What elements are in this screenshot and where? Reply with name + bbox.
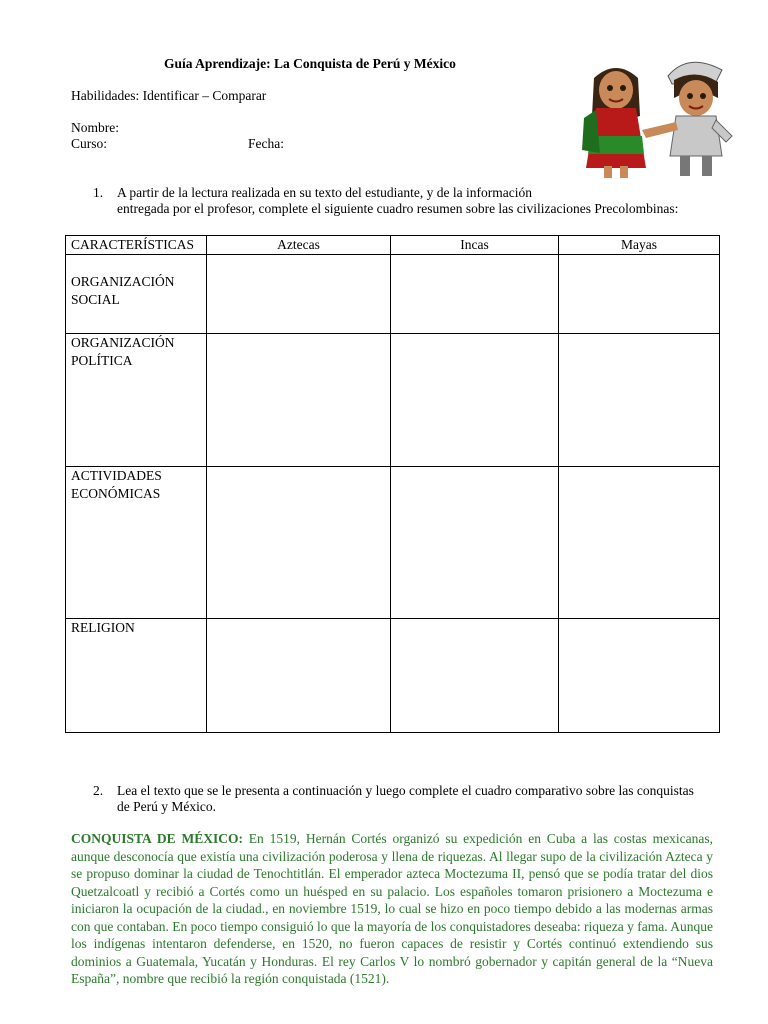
header-incas: Incas bbox=[391, 236, 559, 255]
row-label-line: ECONÓMICAS bbox=[71, 486, 161, 501]
row-label-social bbox=[66, 255, 207, 334]
row-label-line: ORGANIZACIÓN bbox=[71, 274, 175, 289]
reading-passage bbox=[71, 830, 713, 988]
instruction-1-line2: entregada por el profesor, complete el siguiente cuadro resumen sobre las civilizaciones Precolombinas: bbox=[117, 201, 679, 216]
instruction-2 bbox=[93, 783, 713, 815]
answer-cell[interactable] bbox=[207, 334, 391, 467]
instruction-1 bbox=[93, 185, 713, 217]
row-label-religion bbox=[66, 619, 207, 733]
instruction-2-line2: de Perú y México. bbox=[117, 799, 216, 814]
row-label-line: SOCIAL bbox=[71, 292, 120, 307]
answer-cell[interactable] bbox=[391, 467, 559, 619]
instruction-1-line1: A partir de la lectura realizada en su texto del estudiante, y de la información bbox=[117, 185, 532, 200]
name-label: Nombre: bbox=[71, 120, 119, 135]
answer-cell[interactable] bbox=[207, 255, 391, 334]
date-label: Fecha: bbox=[248, 136, 284, 151]
civilizations-table bbox=[65, 235, 720, 733]
instruction-2-line1: Lea el texto que se le presenta a continuación y luego complete el cuadro comparativo sobre las conquistas bbox=[117, 783, 694, 798]
answer-cell[interactable] bbox=[207, 467, 391, 619]
answer-cell[interactable] bbox=[559, 619, 720, 733]
answer-cell[interactable] bbox=[559, 334, 720, 467]
answer-cell[interactable] bbox=[207, 619, 391, 733]
instruction-1-number: 1. bbox=[93, 185, 104, 200]
row-label-economicas bbox=[66, 467, 207, 619]
course-label: Curso: bbox=[71, 136, 108, 151]
row-label-line: RELIGION bbox=[71, 620, 135, 635]
answer-cell[interactable] bbox=[559, 467, 720, 619]
header-mayas: Mayas bbox=[559, 236, 720, 255]
dora-and-friend-illustration bbox=[576, 58, 738, 182]
answer-cell[interactable] bbox=[559, 255, 720, 334]
answer-cell[interactable] bbox=[391, 255, 559, 334]
answer-cell[interactable] bbox=[391, 619, 559, 733]
header-aztecas: Aztecas bbox=[207, 236, 391, 255]
reading-lead: CONQUISTA DE MÉXICO: bbox=[71, 831, 243, 846]
row-label-line: ACTIVIDADES bbox=[71, 468, 162, 483]
row-label-politica bbox=[66, 334, 207, 467]
answer-cell[interactable] bbox=[391, 334, 559, 467]
page-title: Guía Aprendizaje: La Conquista de Perú y México bbox=[164, 56, 456, 71]
skills-line: Habilidades: Identificar – Comparar bbox=[71, 88, 267, 103]
header-characteristics: CARACTERÍSTICAS bbox=[66, 236, 207, 255]
row-label-line: POLÍTICA bbox=[71, 353, 133, 368]
reading-body: En 1519, Hernán Cortés organizó su expedición en Cuba a las costas mexicanas, aunque desconocía que existía una civilización poderosa y llena de riquezas. Al llegar supo de la civilización Azteca y se propuso dominar la ciudad de Tenochtitlán. El emperador azteca Moctezuma II, pensó que se podía tratar del dios Quetzalcoatl y recibió a Cortés como un huésped en su palacio. Los españoles tomaron prisionero a Moctezuma e iniciaron la ocupación de la ciudad., en noviembre 1519, lo cual se hizo en poco tiempo debido a las modernas armas con que contaban. En poco tiempo consiguió lo que la mayoría de los conquistadores deseaba: riqueza y fama. Aunque los indígenas intentaron defenderse, en 1520, no fueron capaces de resistir y Cortés continuó extendiendo sus dominios a Guatemala, Yucatán y Honduras. El rey Carlos V lo nombró gobernador y capitán general de la “Nueva España”, nombre que recibió la región conquistada (1521). bbox=[71, 831, 713, 986]
instruction-2-number: 2. bbox=[93, 783, 104, 798]
row-label-line: ORGANIZACIÓN bbox=[71, 335, 175, 350]
